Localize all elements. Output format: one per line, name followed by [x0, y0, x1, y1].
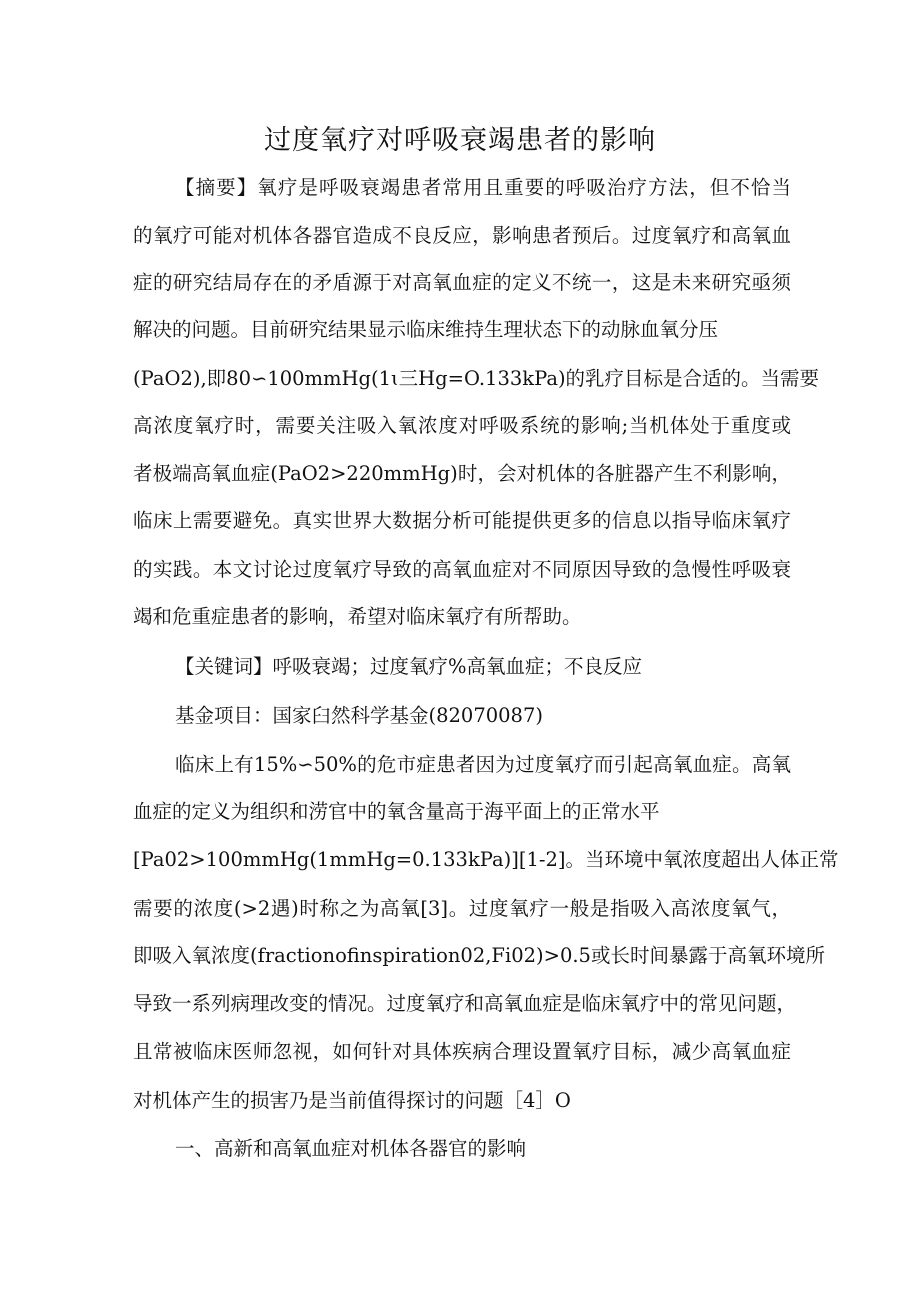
abstract-line: 高浓度氧疗时，需要关注吸入氧浓度对呼吸系统的影响;当机体处于重度或 — [133, 414, 791, 437]
abstract-line: 【摘要】氧疗是呼吸衰竭患者常用且重要的呼吸治疗方法，但不恰当 — [175, 176, 791, 199]
document-title: 过度氧疗对呼吸衰竭患者的影响 — [264, 125, 656, 156]
fund-project: 基金项目：国家臼然科学基金(82070087) — [175, 704, 543, 727]
abstract-line: 竭和危重症患者的影响，希望对临床氧疗有所帮助。 — [133, 605, 582, 628]
abstract-line: 者极端高氧血症(PaO2>220mmHg)时，会对机体的各脏器产生不利影响， — [133, 462, 791, 485]
body-line: 导致一系列病理改变的情况。过度氧疗和高氧血症是临床氧疗中的常见问题， — [133, 992, 797, 1015]
body-line: 血症的定义为组织和涝官中的氧含量高于海平面上的正常水平 — [133, 800, 660, 823]
keywords: 【关键词】呼吸衰竭；过度氧疗%高氧血症；不良反应 — [175, 655, 643, 678]
section-heading: 一、高新和高氧血症对机体各器官的影响 — [175, 1137, 527, 1160]
abstract-line: 的氧疗可能对机体各器官造成不良反应，影响患者预后。过度氧疗和高氧血 — [133, 224, 791, 247]
abstract-line: 临床上需要避免。真实世界大数据分析可能提供更多的信息以指导临床氧疗 — [133, 509, 791, 532]
body-line: 临床上有15%∽50%的危市症患者因为过度氧疗而引起高氧血症。高氧 — [175, 753, 791, 776]
abstract-line: 解决的问题。目前研究结果显示临床维持生理状态下的动脉血氧分压 — [133, 318, 719, 341]
body-line: 需要的浓度(>2遇)时称之为高氧[3]。过度氧疗一般是指吸入高浓度氧气， — [133, 897, 791, 920]
body-line: [Pa02>100mmHg(1mmHg=0.133kPa)][1-2]。当环境中氧浓度超出人体正常 — [133, 848, 839, 871]
body-line: 即吸入氧浓度(fractionofinspiration02,Fi02)>0.5或长时间暴露于高氧环境所 — [133, 944, 825, 967]
body-line: 且常被临床医师忽视，如何针对具体疾病合理设置氧疗目标，减少高氧血症 — [133, 1040, 791, 1063]
body-line: 对机体产生的损害乃是当前值得探讨的问题［4］O — [133, 1089, 571, 1112]
abstract-line: (PaO2),即80∽100mmHg(1ɩ三Hg=O.133kPa)的乳疗目标是合适的。当需要 — [133, 367, 820, 390]
abstract-line: 的实践。本文讨论过度氧疗导致的高氧血症对不同原因导致的急慢性呼吸衰 — [133, 558, 791, 581]
abstract-line: 症的研究结局存在的矛盾源于对高氧血症的定义不统一，这是未来研究亟须 — [133, 271, 791, 294]
